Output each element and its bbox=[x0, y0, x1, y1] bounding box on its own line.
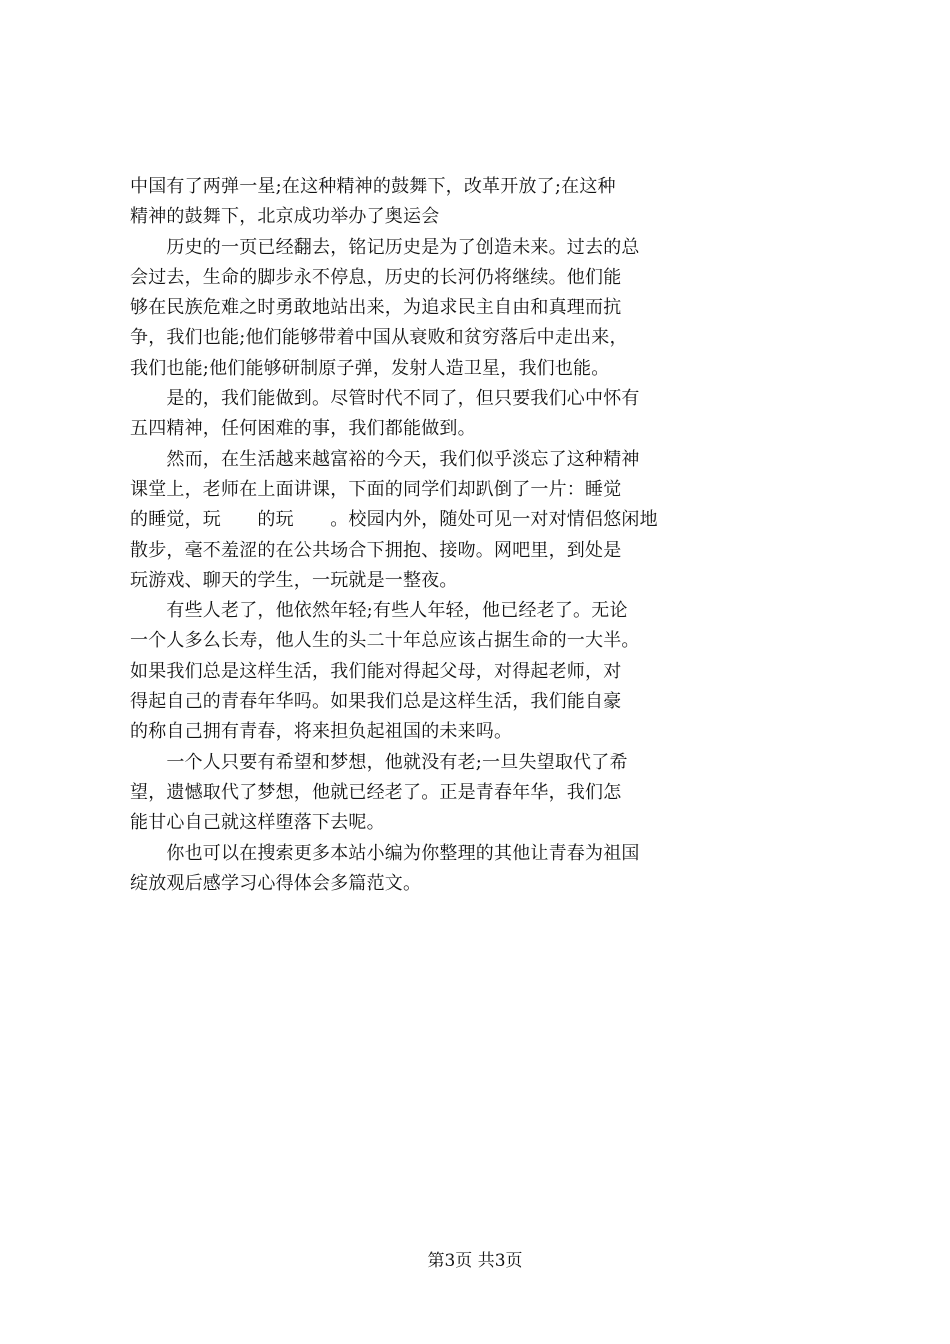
text-line: 中国有了两弹一星;在这种精神的鼓舞下，改革开放了;在这种 bbox=[130, 176, 616, 197]
text-line: 历史的一页已经翻去，铭记历史是为了创造未来。过去的总 bbox=[130, 236, 640, 258]
body-text bbox=[130, 172, 950, 899]
text-line: 精神的鼓舞下，北京成功举办了奥运会 bbox=[130, 206, 440, 228]
text-line: 有些人老了，他依然年轻;有些人年轻，他已经老了。无论 bbox=[130, 600, 628, 622]
text-line: 课堂上，老师在上面讲课，下面的同学们却趴倒了一片：睡觉 bbox=[130, 478, 622, 500]
text-line: 是的，我们能做到。尽管时代不同了，但只要我们心中怀有 bbox=[130, 388, 640, 410]
text-line: 得起自己的青春年华吗。如果我们总是这样生活，我们能自豪 bbox=[130, 691, 622, 713]
text-line: 如果我们总是这样生活，我们能对得起父母，对得起老师，对 bbox=[130, 660, 622, 682]
text-line: 你也可以在搜索更多本站小编为你整理的其他让青春为祖国 bbox=[130, 842, 640, 864]
text-line: 一个人只要有希望和梦想，他就没有老;一旦失望取代了希 bbox=[130, 751, 628, 773]
text-line: 够在民族危难之时勇敢地站出来，为追求民主自由和真理而抗 bbox=[130, 297, 622, 319]
text-line: 的睡觉，玩 的玩 。校园内外，随处可见一对对情侣悠闲地 bbox=[130, 509, 658, 531]
text-line: 绽放观后感学习心得体会多篇范文。 bbox=[130, 872, 422, 894]
text-line: 我们也能;他们能够研制原子弹，发射人造卫星，我们也能。 bbox=[130, 357, 610, 379]
text-line: 的称自己拥有青春，将来担负起祖国的未来吗。 bbox=[130, 721, 513, 743]
text-line: 五四精神，任何困难的事，我们都能做到。 bbox=[130, 418, 476, 440]
text-line: 能甘心自己就这样堕落下去呢。 bbox=[130, 812, 385, 834]
text-line: 望，遗憾取代了梦想，他就已经老了。正是青春年华，我们怎 bbox=[130, 781, 622, 803]
text-line: 会过去，生命的脚步永不停息，历史的长河仍将继续。他们能 bbox=[130, 266, 622, 288]
page-number-footer: 第3页 共3页 bbox=[427, 1251, 523, 1271]
text-line: 散步，毫不羞涩的在公共场合下拥抱、接吻。网吧里，到处是 bbox=[130, 539, 622, 561]
text-line: 玩游戏、聊天的学生，一玩就是一整夜。 bbox=[130, 569, 458, 591]
text-line: 一个人多么长寿，他人生的头二十年总应该占据生命的一大半。 bbox=[130, 630, 640, 652]
text-line: 然而，在生活越来越富裕的今天，我们似乎淡忘了这种精神 bbox=[130, 448, 640, 470]
text-line: 争，我们也能;他们能够带着中国从衰败和贫穷落后中走出来， bbox=[130, 327, 628, 349]
